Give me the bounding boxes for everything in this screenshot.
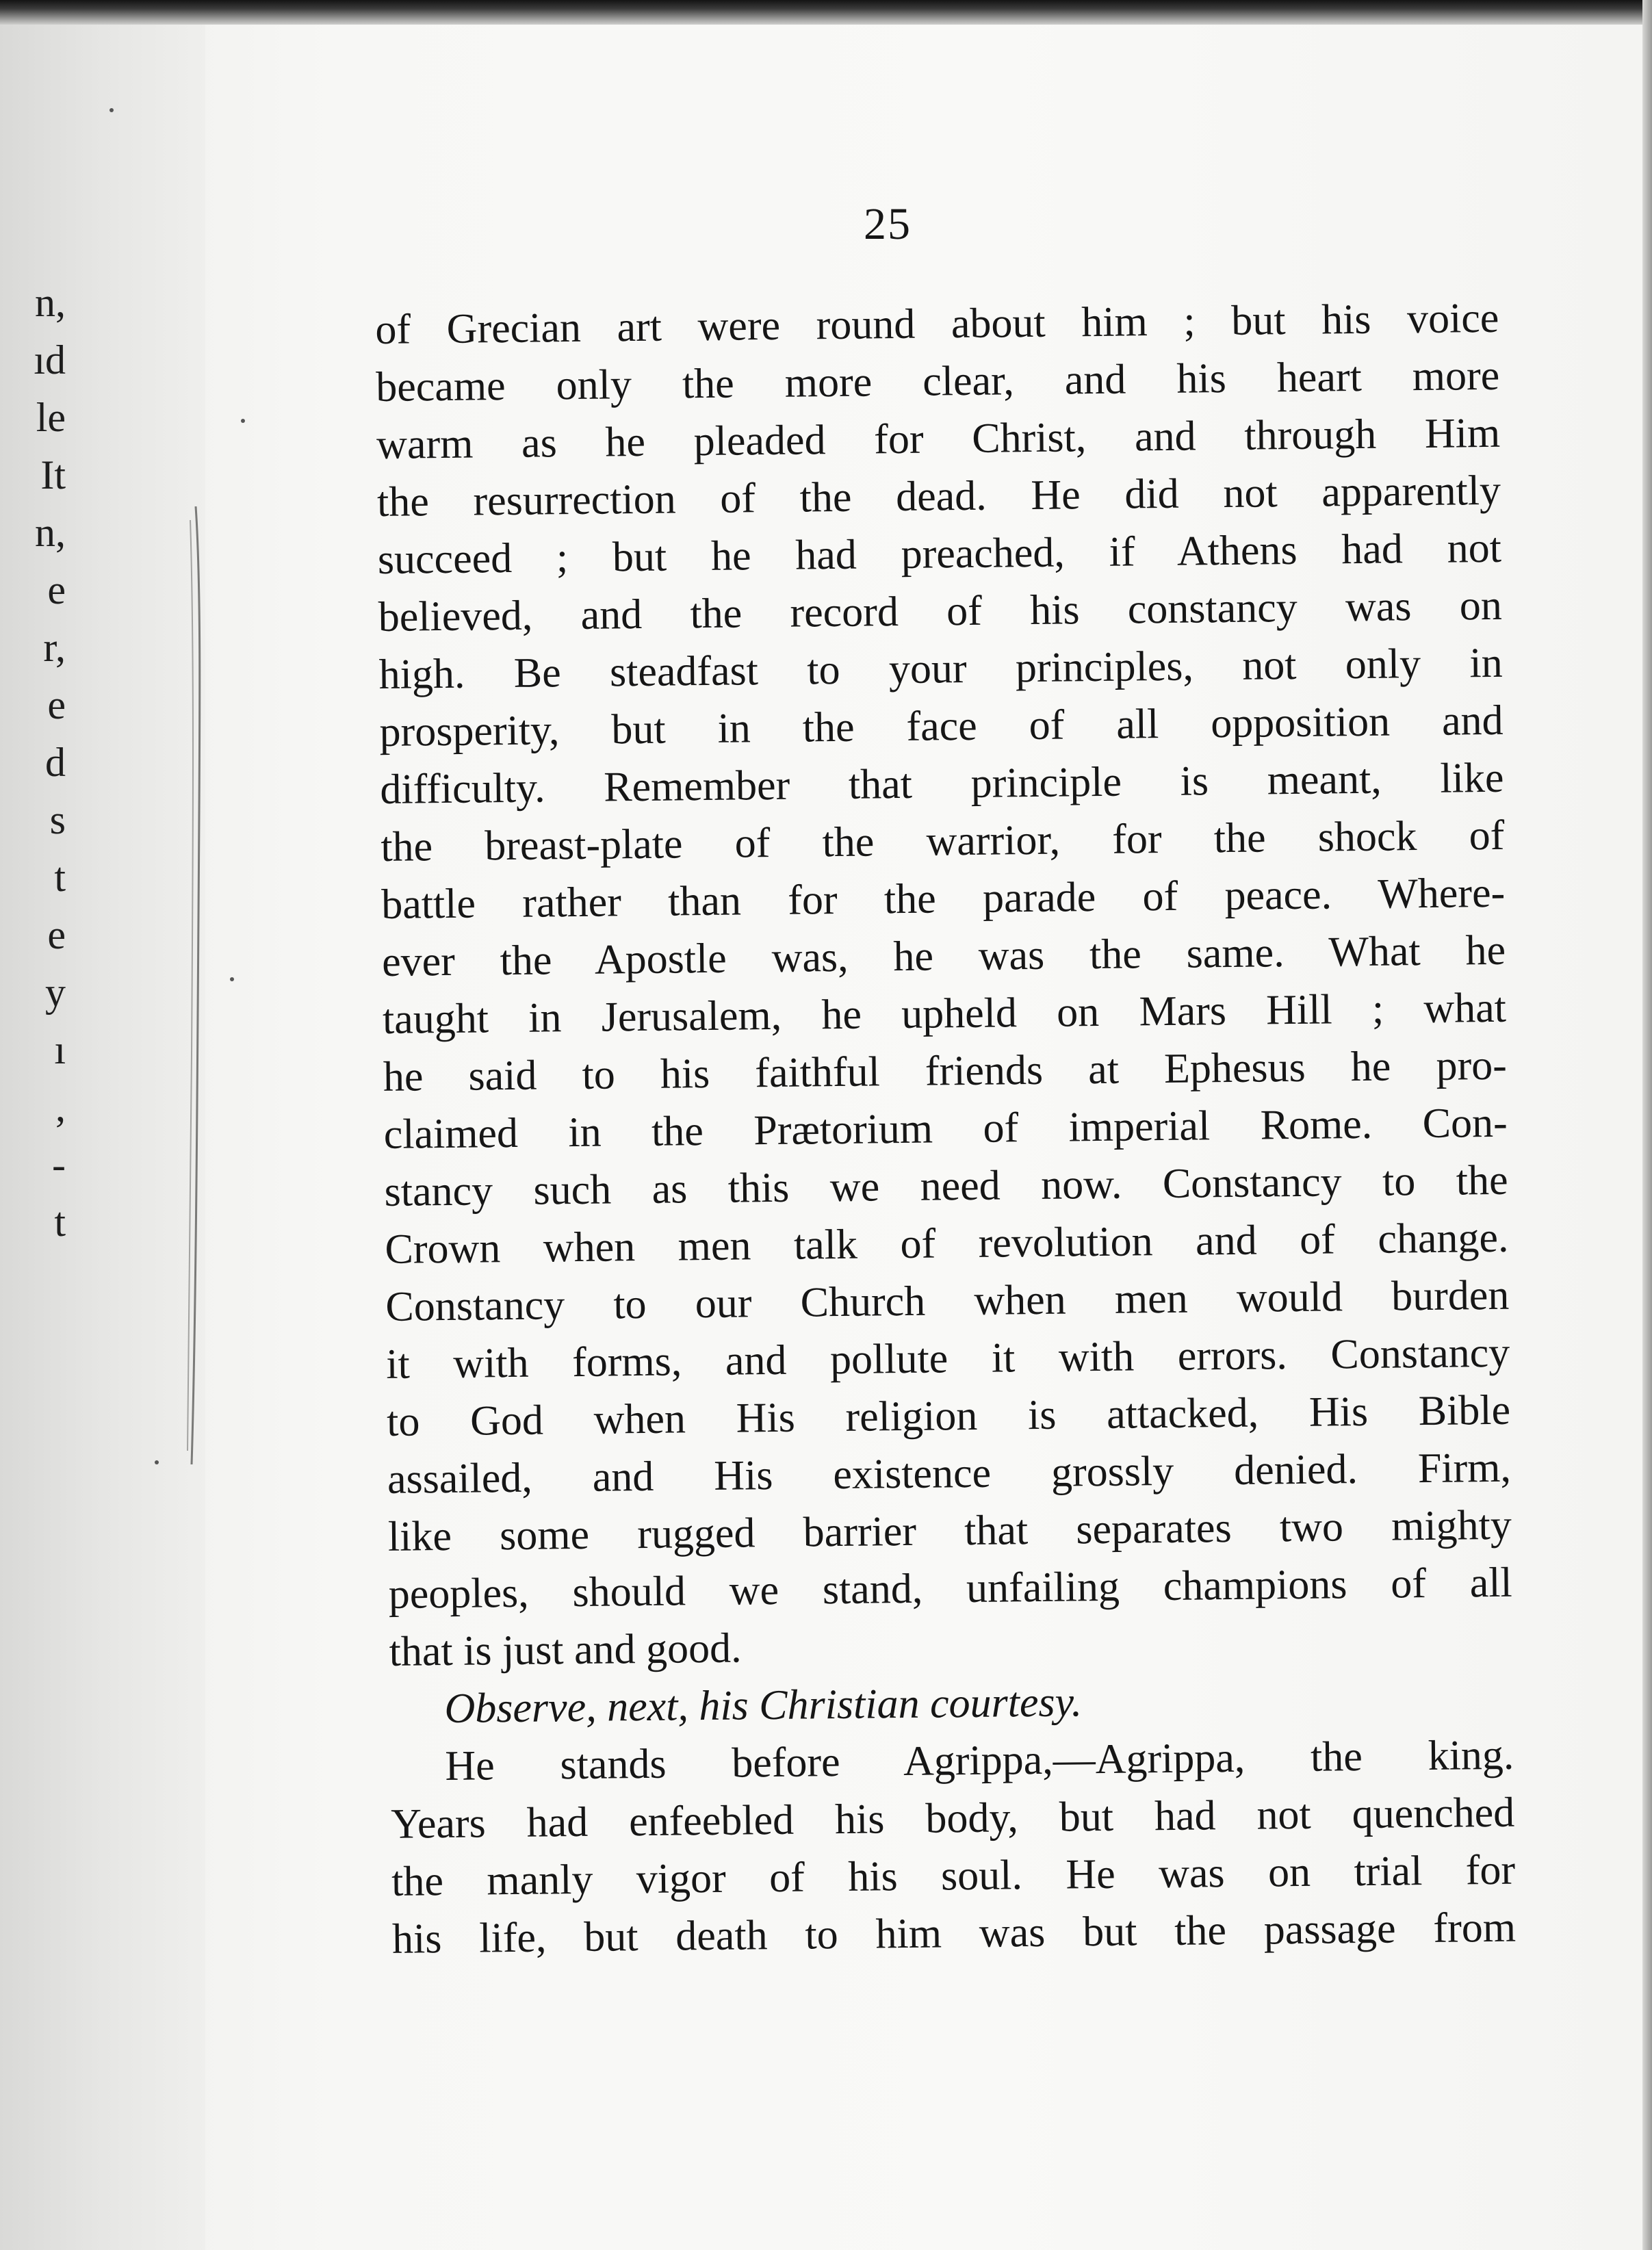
text-line: claimed in the Prætorium of imperial Rome. Con- [383, 1099, 1508, 1158]
text-line: difficulty. Remember that principle is meant, like [380, 754, 1504, 813]
scan-speck [155, 1460, 159, 1464]
bleed-fragment: It [40, 452, 66, 497]
bleed-fragment: r, [43, 625, 66, 670]
text-line: the breast-plate of the warrior, for the shock of [380, 812, 1505, 870]
text-line: it with forms, and pollute it with errors. Constancy [385, 1329, 1510, 1388]
bleed-fragment: le [36, 395, 66, 440]
bleed-fragment: s [49, 797, 66, 842]
bleed-fragment: t [54, 1200, 66, 1245]
text-line: became only the more clear, and his heart more [375, 352, 1500, 411]
text-line: like some rugged barrier that separates two mighty [387, 1501, 1512, 1560]
bleed-fragment: ı [54, 1027, 66, 1072]
text-line: his life, but death to him was but the passage from [391, 1904, 1517, 1963]
text-line: succeed ; but he had preached, if Athens had not [377, 524, 1502, 583]
bleed-fragment: , [55, 1085, 66, 1130]
text-line: the resurrection of the dead. He did not apparently [376, 467, 1501, 526]
bleed-fragment: y [45, 970, 66, 1015]
paragraph-2 [390, 1727, 1516, 1968]
text-line: assailed, and His existence grossly denied. Firm, [387, 1444, 1512, 1503]
text-line: believed, and the record of his constancy was on [378, 582, 1503, 641]
previous-page-text-bleed [0, 274, 82, 1251]
bleed-fragment: n, [35, 280, 66, 325]
text-line: prosperity, but in the face of all opposition and [379, 697, 1503, 755]
text-line: battle rather than for the parade of peace. Where- [380, 869, 1506, 928]
page-number: 25 [864, 199, 912, 249]
page-fold-crease [183, 506, 204, 1464]
bleed-fragment: n, [35, 510, 66, 555]
bleed-fragment: ıd [34, 337, 66, 383]
text-line: he said to his faithful friends at Ephesus he pro- [383, 1042, 1508, 1100]
bleed-fragment: t [54, 855, 66, 900]
text-line: ever the Apostle was, he was the same. What he [381, 927, 1506, 985]
bleed-fragment: e [47, 682, 66, 727]
text-line: the manly vigor of his soul. He was on trial for [391, 1846, 1516, 1905]
bleed-fragment: e [47, 567, 66, 612]
text-line: Years had enfeebled his body, but had not quenched [390, 1789, 1515, 1848]
text-line: warm as he pleaded for Christ, and through Him [376, 409, 1501, 468]
text-line: that is just and good. [389, 1625, 742, 1675]
bleed-fragment: d [45, 740, 66, 785]
text-line: peoples, should we stand, unfailing champions of all [388, 1559, 1513, 1618]
scan-speck [230, 977, 234, 981]
text-line: taught in Jerusalem, he upheld on Mars Hill ; what [382, 984, 1507, 1043]
text-line: stancy such as this we need now. Constancy to the [384, 1156, 1508, 1215]
text-line: Constancy to our Church when men would burden [385, 1271, 1510, 1330]
text-line: Crown when men talk of revolution and of change. [385, 1214, 1509, 1273]
scan-speck [241, 419, 245, 423]
body-text [375, 289, 1516, 1968]
text-line: He stands before Agrippa,—Agrippa, the king. [445, 1731, 1514, 1790]
bleed-fragment: - [52, 1142, 66, 1187]
bleed-fragment: e [47, 912, 66, 957]
paragraph-1 [375, 289, 1513, 1681]
text-line: high. Be steadfast to your principles, not only in [378, 639, 1503, 698]
section-heading: Observe, next, his Christian courtesy. [444, 1679, 1083, 1733]
scan-top-edge [0, 0, 1652, 25]
scan-right-edge [1642, 0, 1652, 2250]
text-line: of Grecian art were round about him ; but his voice [375, 294, 1499, 353]
text-line: to God when His religion is attacked, His Bible [386, 1386, 1511, 1445]
scan-speck [109, 108, 114, 112]
